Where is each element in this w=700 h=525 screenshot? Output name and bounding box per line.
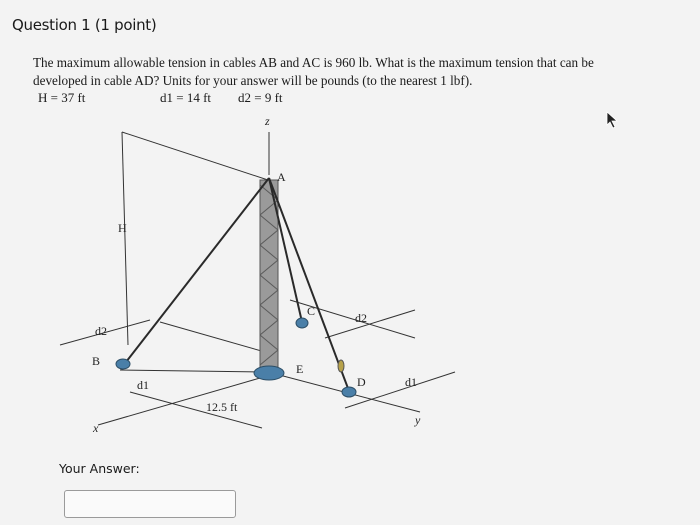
question-text-line-1: The maximum allowable tension in cables AB and AC is 960 lb. What is the maximum tension that can be — [33, 55, 594, 70]
label-a: A — [277, 170, 286, 184]
label-e: E — [296, 362, 304, 376]
label-c: C — [307, 304, 316, 318]
mouse-pointer-icon — [606, 111, 620, 129]
param-d1: d1 = 14 ft — [160, 90, 212, 105]
label-d1-right: d1 — [405, 375, 417, 389]
label-d2-left: d2 — [95, 324, 107, 338]
param-h: H = 37 ft — [38, 90, 86, 105]
question-title: Question 1 (1 point) — [12, 16, 157, 34]
label-z: z — [265, 114, 270, 128]
label-h: H — [118, 221, 127, 235]
label-dist: 12.5 ft — [206, 400, 238, 414]
cable-ab — [126, 178, 269, 362]
label-d1-left: d1 — [137, 378, 149, 392]
label-d: D — [357, 375, 366, 389]
d1-left-dim — [160, 322, 265, 352]
answer-label: Your Answer: — [59, 461, 140, 476]
param-d2: d2 = 9 ft — [238, 90, 283, 105]
height-guide-vertical — [122, 132, 128, 345]
anchor-b — [116, 359, 130, 369]
tower-base-e — [254, 366, 284, 380]
label-d2-right: d2 — [355, 311, 367, 325]
question-text-line-2: developed in cable AD? Units for your answer will be pounds (to the nearest 1 lbf). — [33, 73, 473, 88]
anchor-d — [342, 387, 356, 397]
line-b-to-e — [120, 370, 268, 372]
label-b: B — [92, 354, 101, 368]
label-x: x — [93, 421, 99, 435]
turnbuckle-d — [338, 360, 344, 372]
cable-ad — [269, 178, 349, 391]
answer-input[interactable] — [64, 490, 236, 518]
diagram-labels — [92, 114, 421, 435]
cables — [126, 178, 349, 391]
height-guide-top — [122, 132, 268, 180]
label-y: y — [415, 413, 421, 427]
anchor-c — [296, 318, 308, 328]
